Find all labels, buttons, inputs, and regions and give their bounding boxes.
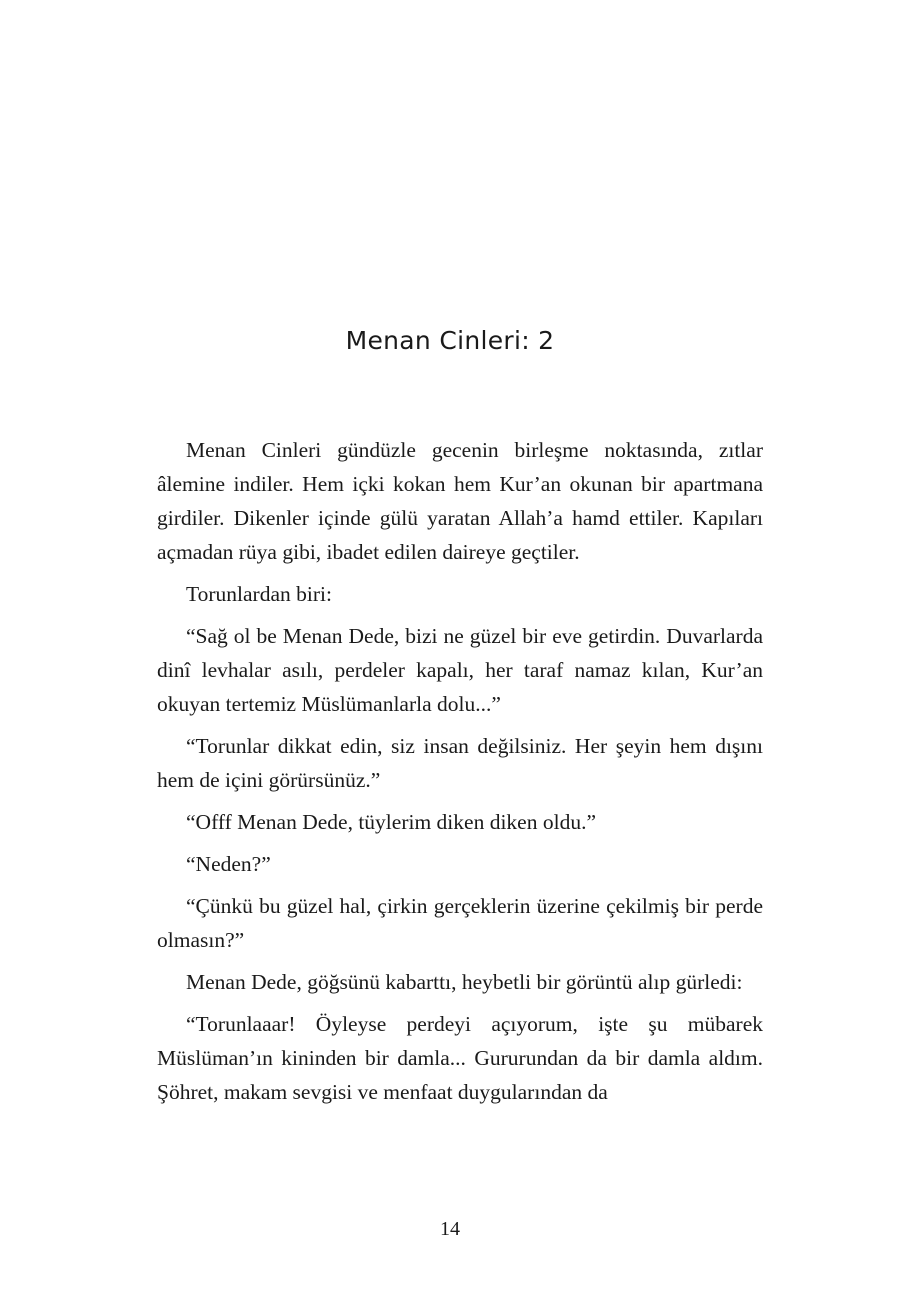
- paragraph: Torunlardan biri:: [186, 582, 332, 606]
- paragraph: “Neden?”: [186, 852, 271, 876]
- paragraph: “Torunlar dikkat edin, siz insan değilsiniz. Her şeyin hem dışını hem de içini görürsünüz.”: [157, 734, 763, 792]
- paragraph: “Torunlaaar! Öyleyse perdeyi açıyorum, işte şu mübarek Müslüman’ın kininden bir damla... Gururundan da bir damla aldım. Şöhret, makam sevgisi ve menfaat duygularından da: [157, 1012, 763, 1104]
- chapter-title: Menan Cinleri: 2: [345, 326, 555, 355]
- page-number: 14: [440, 1218, 460, 1240]
- paragraph: Menan Cinleri gündüzle gecenin birleşme noktasında, zıtlar âlemine indiler. Hem içki kokan hem Kur’an okunan bir apartmana girdiler. Dikenler içinde gülü yaratan Allah’a hamd ettiler. Kapıları açmadan rüya gibi, ibadet edilen daireye geçtiler.: [157, 438, 763, 564]
- paragraph: Menan Dede, göğsünü kabarttı, heybetli bir görüntü alıp gürledi:: [186, 970, 743, 994]
- paragraph: “Çünkü bu güzel hal, çirkin gerçeklerin üzerine çekilmiş bir perde olmasın?”: [157, 894, 763, 952]
- paragraph: “Sağ ol be Menan Dede, bizi ne güzel bir eve getirdin. Duvarlarda dinî levhalar asılı, perdeler kapalı, her taraf namaz kılan, Kur’an okuyan tertemiz Müslümanlarla dolu...”: [157, 624, 763, 716]
- paragraph: “Offf Menan Dede, tüylerim diken diken oldu.”: [186, 810, 596, 834]
- body-text: [157, 433, 763, 1117]
